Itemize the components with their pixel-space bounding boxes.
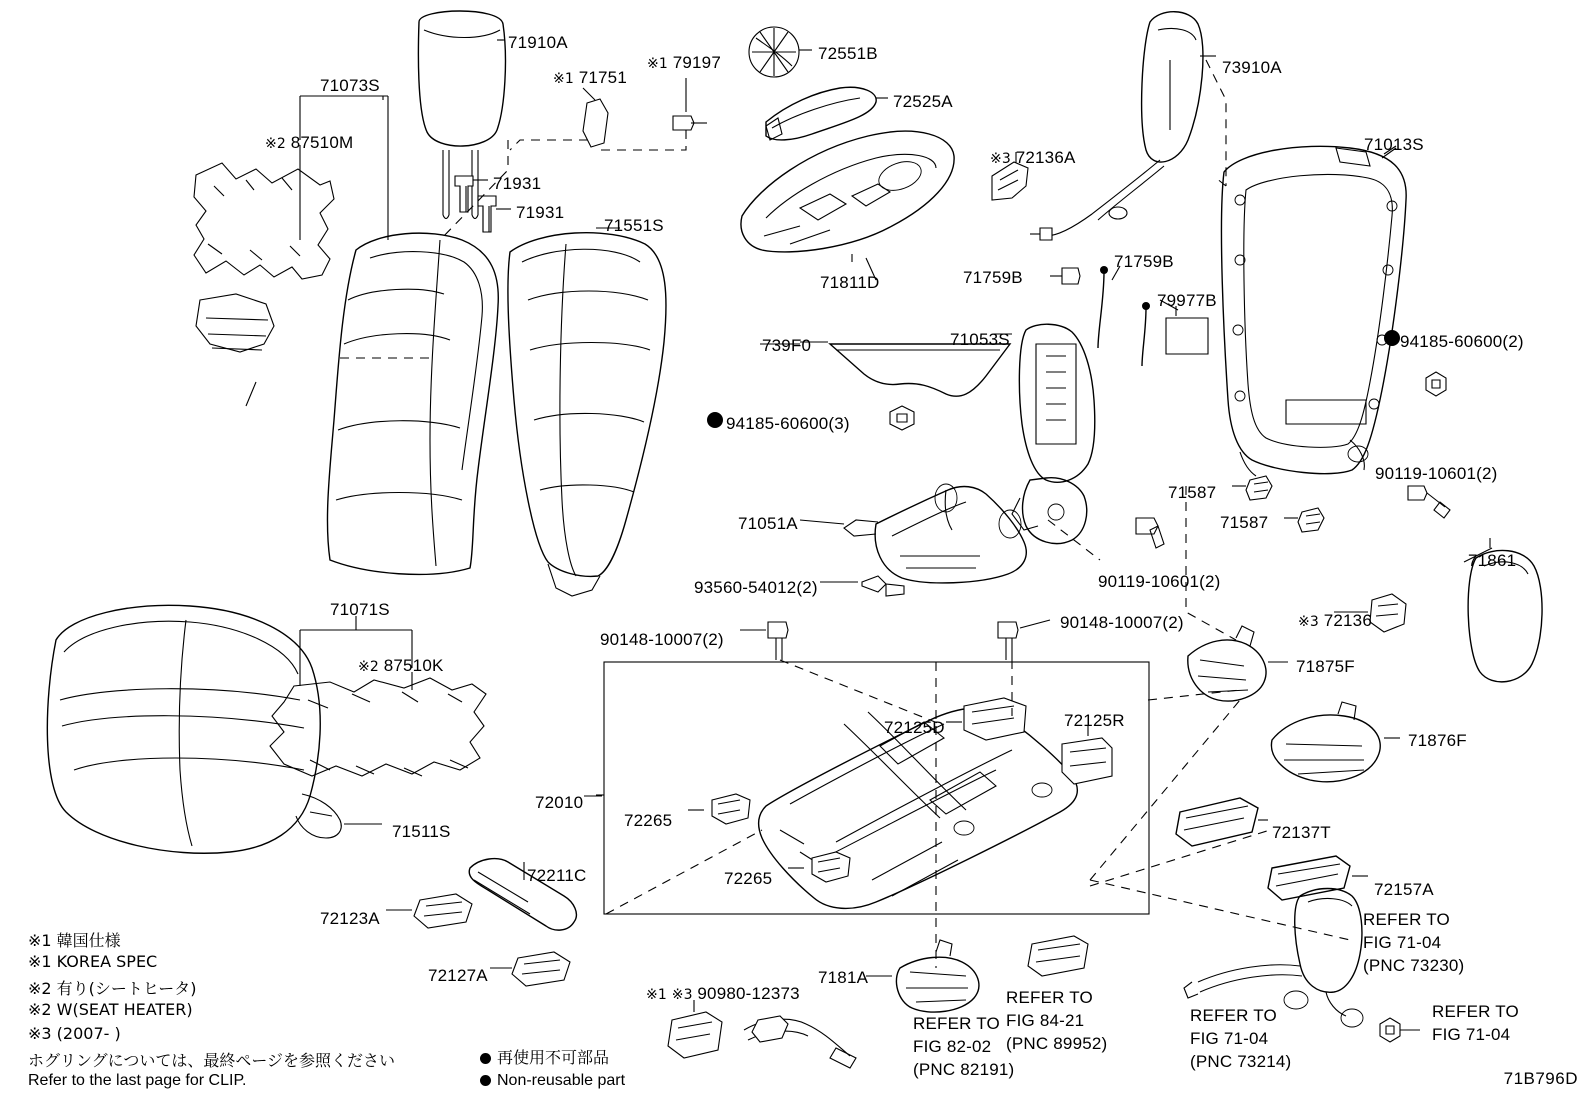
part-label-93560-54012-2- [694, 578, 818, 598]
legend-note-0: ※1 韓国仕様 [28, 931, 121, 950]
nonreusable-dot-en [480, 1075, 491, 1086]
part-label-72123a [320, 909, 380, 929]
sheet-code: 71B796D [1503, 1069, 1578, 1088]
part-number: 71071S [330, 600, 390, 619]
part-number: 72010 [535, 793, 584, 812]
refer-box-refer-73214 [1190, 1004, 1291, 1073]
part-label-72010 [535, 793, 583, 813]
legend-note-1: ※1 KOREA SPEC [28, 952, 158, 971]
legend-clip-note-en: Refer to the last page for CLIP. [28, 1072, 247, 1089]
part-label-90980-12373 [646, 984, 800, 1004]
part-number: 71759B [1114, 252, 1174, 271]
part-label-71910a [508, 33, 568, 53]
part-number: 90148-10007(2) [600, 630, 724, 649]
part-label-7181a [818, 968, 868, 988]
legend-nonreusable-en-row [480, 1072, 625, 1090]
part-number: 72127A [428, 966, 488, 985]
refer-box-refer-89952 [1006, 986, 1107, 1055]
refer-box-line: (PNC 73214) [1190, 1052, 1292, 1071]
part-number: 72125D [884, 718, 945, 737]
part-label-71931b [516, 203, 564, 223]
part-number: 71931 [493, 174, 542, 193]
part-number: 79197 [672, 53, 721, 72]
part-label-prefix: ※1 [553, 71, 579, 87]
part-label-87510k [358, 656, 444, 676]
refer-box-line: FIG 84-21 [1006, 1011, 1085, 1030]
refer-box-refer-7104 [1432, 1000, 1519, 1046]
part-label-71861 [1468, 551, 1516, 571]
part-number: 71861 [1468, 551, 1517, 570]
part-number: 72551B [818, 44, 878, 63]
refer-box-line: (PNC 82191) [913, 1060, 1015, 1079]
part-number: 87510M [290, 133, 354, 152]
part-label-90119-10601-2-l [1098, 572, 1221, 592]
part-number: 71511S [392, 822, 451, 841]
part-number: 72136A [1015, 148, 1076, 167]
refer-box-line: REFER TO [1432, 1002, 1519, 1021]
refer-box-line: FIG 71-04 [1190, 1029, 1269, 1048]
part-number: 72265 [724, 869, 773, 888]
part-label-71511s [392, 822, 451, 842]
part-label-71931a [493, 174, 541, 194]
part-label-72265a [624, 811, 672, 831]
part-label-72211c [527, 866, 587, 886]
legend-nonreusable-jp-row [480, 1045, 609, 1068]
part-number: 94185-60600(2) [1400, 332, 1524, 351]
part-number: 71751 [578, 68, 627, 87]
part-label-71071s [330, 600, 390, 620]
part-label-71811d [820, 273, 880, 293]
part-label-71551s [604, 216, 664, 236]
part-label-90148-10007-2-l [600, 630, 724, 650]
part-label-prefix: ※3 [1298, 614, 1324, 630]
part-label-72265b [724, 869, 772, 889]
legend-note-2: ※2 有り(シートヒータ) [28, 979, 197, 998]
legend-nonreusable-jp: 再使用不可部品 [497, 1048, 610, 1067]
refer-box-refer-73230 [1363, 908, 1464, 977]
part-label-prefix: ※2 [358, 659, 384, 675]
part-label-71875f [1296, 657, 1355, 677]
legend-note-4: ※3 (2007- ) [28, 1024, 121, 1043]
part-number: 90119-10601(2) [1375, 464, 1498, 483]
refer-box-line: (PNC 89952) [1006, 1034, 1108, 1053]
part-label-72127a [428, 966, 488, 986]
part-number: 72136 [1323, 611, 1372, 630]
part-number: 90980-12373 [697, 984, 800, 1003]
part-label-72136a [990, 148, 1076, 168]
part-number: 79977B [1157, 291, 1217, 310]
part-number: 72211C [527, 866, 587, 885]
part-label-71587b [1220, 513, 1268, 533]
part-number: 71759B [963, 268, 1023, 287]
refer-box-line: REFER TO [1363, 910, 1450, 929]
refer-box-line: FIG 82-02 [913, 1037, 992, 1056]
part-label-71759b-left [963, 268, 1023, 288]
part-label-739f0 [762, 336, 811, 356]
part-number: 94185-60600(3) [726, 414, 850, 433]
part-label-87510m [265, 133, 353, 153]
part-label-71759b-right [1114, 252, 1174, 272]
part-label-72136 [1298, 611, 1372, 631]
part-number: 71876F [1408, 731, 1467, 750]
part-label-prefix: ※1 [647, 56, 673, 72]
part-number: 71053S [950, 330, 1010, 349]
refer-box-line: REFER TO [1190, 1006, 1277, 1025]
part-label-71751 [553, 68, 627, 88]
part-number: 90148-10007(2) [1060, 613, 1184, 632]
part-label-72551b [818, 44, 878, 64]
part-number: 71875F [1296, 657, 1355, 676]
part-number: 72265 [624, 811, 673, 830]
part-number: 7181A [818, 968, 869, 987]
part-label-72137t [1272, 823, 1331, 843]
refer-box-line: REFER TO [913, 1014, 1000, 1033]
part-label-72157a [1374, 880, 1434, 900]
refer-box-refer-82191 [913, 1012, 1014, 1081]
part-label-94185-60600-2- [1400, 332, 1524, 352]
refer-box-line: FIG 71-04 [1432, 1025, 1511, 1044]
part-label-79197 [647, 53, 721, 73]
refer-box-line: (PNC 73230) [1363, 956, 1465, 975]
part-number: 72123A [320, 909, 380, 928]
part-number: 73910A [1222, 58, 1282, 77]
part-label-71073s [320, 76, 380, 96]
part-number: 71587 [1220, 513, 1269, 532]
part-label-71587a [1168, 483, 1216, 503]
part-number: 93560-54012(2) [694, 578, 818, 597]
part-number: 71910A [508, 33, 568, 52]
legend-nonreusable-en: Non-reusable part [497, 1072, 626, 1089]
refer-box-line: FIG 71-04 [1363, 933, 1442, 952]
part-number: 87510K [383, 656, 444, 675]
legend-note-3: ※2 W(SEAT HEATER) [28, 1000, 193, 1019]
part-label-71876f [1408, 731, 1467, 751]
part-number: 71013S [1364, 135, 1424, 154]
part-number: 72137T [1272, 823, 1331, 842]
part-label-72525a [893, 92, 953, 112]
part-label-71051a [738, 514, 798, 534]
part-number: 71073S [320, 76, 380, 95]
legend-clip-note-jp: ホグリングについては、最終ページを参照ください [28, 1051, 396, 1070]
part-number: 72157A [1374, 880, 1434, 899]
part-number: 71931 [516, 203, 565, 222]
part-number: 71811D [820, 273, 880, 292]
part-label-90148-10007-2-r [1060, 613, 1184, 633]
part-label-94185-60600-3- [726, 414, 850, 434]
part-label-prefix: ※1 ※3 [646, 987, 698, 1003]
part-number: 72525A [893, 92, 953, 111]
part-label-73910a [1222, 58, 1282, 78]
part-number: 71051A [738, 514, 798, 533]
part-label-72125r [1064, 711, 1125, 731]
part-number: 72125R [1064, 711, 1125, 730]
part-label-prefix: ※2 [265, 136, 291, 152]
part-label-72125d [884, 718, 945, 738]
refer-box-line: REFER TO [1006, 988, 1093, 1007]
part-number: 739F0 [762, 336, 812, 355]
part-label-prefix: ※3 [990, 151, 1016, 167]
part-number: 90119-10601(2) [1098, 572, 1221, 591]
part-label-90119-10601-2-r [1375, 464, 1498, 484]
part-label-71013s [1364, 135, 1424, 155]
part-number: 71551S [604, 216, 664, 235]
part-number: 71587 [1168, 483, 1217, 502]
part-label-71053s [950, 330, 1010, 350]
nonreusable-dot-jp [480, 1053, 491, 1064]
part-label-79977b [1157, 291, 1217, 311]
